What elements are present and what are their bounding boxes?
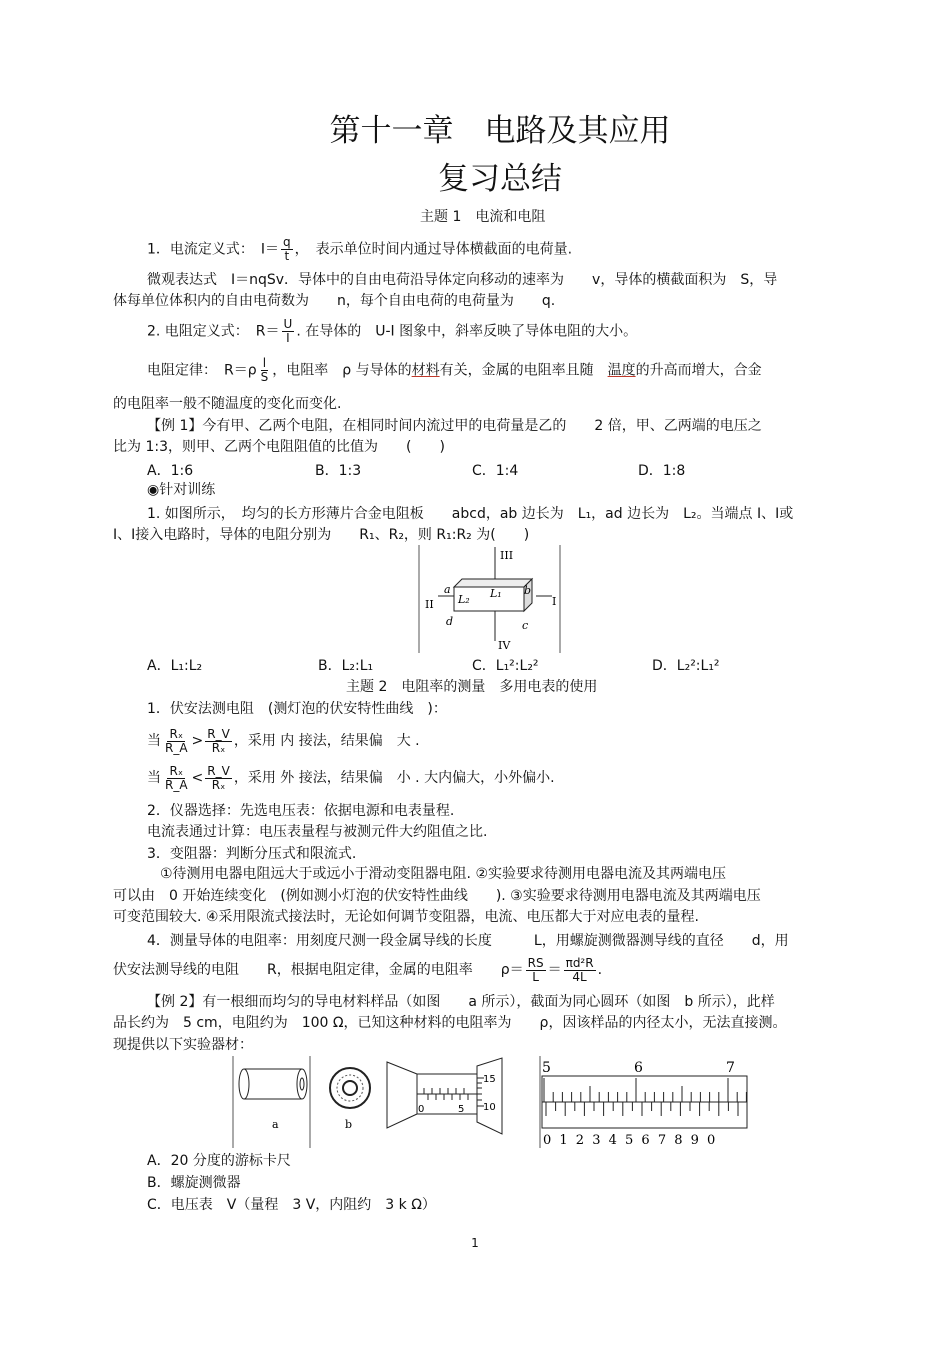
training1-option-d: D．L₂²:L₁² <box>652 658 720 674</box>
example1-line1: 【例 1】今有甲、乙两个电阻，在相同时间内流过甲的电荷量是乙的 2 倍，甲、乙两端的电压之 <box>147 418 762 434</box>
line-micro-1: 微观表达式 I＝nqSv．导体中的自由电荷沿导体定向移动的速率为 v，导体的横截面积为 S，导 <box>147 272 778 288</box>
training1-line2: Ⅰ、Ⅰ接入电路时，导体的电阻分别为 R₁、R₂，则 R₁:R₂ 为( ) <box>113 527 530 543</box>
page-title: 第十一章 电路及其应用 <box>329 113 671 149</box>
example2-line2: 品长约为 5 cm，电阻约为 100 Ω，已知这种材料的电阻率为 ρ，因该样品的内径太小，无法直接测。 <box>113 1015 787 1031</box>
example2-line3: 现提供以下实验器材： <box>113 1037 253 1053</box>
micrometer-label-10: 10 <box>483 1102 496 1113</box>
example1-line2: 比为 1:3，则甲、乙两个电阻阻值的比值为 ( ) <box>113 439 445 455</box>
fig1-label-III: III <box>500 549 514 562</box>
vernier-caliper-reading <box>540 1056 747 1148</box>
vernier-bottom-scale: 0 1 2 3 4 5 6 7 8 9 0 <box>543 1133 718 1148</box>
training1-option-c: C．L₁²:L₂² <box>472 658 539 674</box>
page-subtitle: 复习总结 <box>438 161 562 197</box>
method-resistivity-formula: 伏安法测导线的电阻 R，根据电阻定律，金属的电阻率 ρ＝ $\frac{RS}{L}$ ＝ $\frac{\text{πd²R}}{4L}$ . <box>113 955 603 984</box>
fig1-label-c: c <box>522 619 529 632</box>
method-line7: ①待测用电器电阻远大于或远小于滑动变阻器电阻. ②实验要求待测用电器电流及其两端电压 <box>160 866 726 882</box>
line-resistance-law: 电阻定律： R＝ρ $\frac{l}{S}$ ，电阻率 ρ 与导体的材料有关，金属的电阻率且随 温度的升高而增大，合金 <box>147 356 762 384</box>
method-line9: 可变范围较大. ④采用限流式接法时，无论如何调节变阻器，电流、电压都大于对应电表的量程. <box>113 909 699 925</box>
training-heading: ◉针对训练 <box>147 482 216 498</box>
method-line10: 4．测量导体的电阻率：用刻度尺测一段金属导线的长度 L，用螺旋测微器测导线的直径 d，用 <box>147 933 789 949</box>
example2-option-b: B．螺旋测微器 <box>147 1175 241 1191</box>
fig1-label-II: II <box>425 598 434 611</box>
method-line1: 1．伏安法测电阻 (测灯泡的伏安特性曲线 )： <box>147 701 447 717</box>
example1-option-c: C．1:4 <box>472 463 519 479</box>
training1-option-a: A．L₁:L₂ <box>147 658 203 674</box>
method-line8: 可以由 0 开始连续变化 (例如测小灯泡的伏安特性曲线 ). ③实验要求待测用电器电流及其两端电压 <box>113 888 761 904</box>
line-resistivity-alloy: 的电阻率一般不随温度的变化而变化. <box>113 396 342 412</box>
micrometer-label-0: 0 <box>418 1104 425 1115</box>
method-line5: 电流表通过计算：电压表量程与被测元件大约阻值之比. <box>147 824 488 840</box>
example1-option-b: B．1:3 <box>315 463 362 479</box>
example2-option-a: A．20 分度的游标卡尺 <box>147 1153 291 1169</box>
topic2-heading: 主题 2 电阻率的测量 多用电表的使用 <box>346 679 598 695</box>
sample-and-instruments-figure <box>232 1056 748 1148</box>
example1-option-d: D．1:8 <box>638 463 686 479</box>
line-resistance-def: 2. 电阻定义式： R＝ $\frac{U}{I}$ . 在导体的 U-I 图象中，斜率反映了导体电阻的大小。 <box>147 317 638 345</box>
line-current-def: 1．电流定义式： I＝ $\frac{q}{t}$ ， 表示单位时间内通过导体横截面的电荷量. <box>147 235 573 263</box>
training1-line1: 1. 如图所示， 均匀的长方形薄片合金电阻板 abcd，ab 边长为 L₁，ad 边长为 L₂。当端点 Ⅰ、Ⅰ或 <box>147 506 794 522</box>
fig2-label-b: b <box>345 1118 353 1131</box>
vernier-top-7: 7 <box>726 1060 735 1076</box>
fig1-label-a: a <box>444 583 451 596</box>
method-line6: 3．变阻器：判断分压式和限流式. <box>147 846 357 862</box>
method-outer-condition: 当 $\frac{\text{Rₓ}}{R\_A}$ < $\frac{R\_V}{\text{Rₓ}}$ ，采用 外 接法，结果偏 小 . 大内偏大，小外偏小. <box>147 763 555 792</box>
vernier-top-5: 5 <box>542 1060 551 1076</box>
example2-option-c: C．电压表 V（量程 3 V，内阻约 3 k Ω） <box>147 1197 436 1213</box>
micrometer-reading <box>387 1058 502 1134</box>
fig1-label-I: I <box>552 595 557 608</box>
fig2-label-a: a <box>272 1118 279 1131</box>
example2-line1: 【例 2】有一根细而均匀的导电材料样品（如图 a 所示），截面为同心圆环（如图 b 所示），此样 <box>147 994 775 1010</box>
line-micro-2: 体每单位体积内的自由电荷数为 n，每个自由电荷的电荷量为 q. <box>113 293 556 309</box>
example1-option-a: A．1:6 <box>147 463 194 479</box>
fig1-label-d: d <box>446 615 454 628</box>
fig1-label-L1: L₁ <box>490 587 502 600</box>
topic1-heading: 主题 1 电流和电阻 <box>420 209 546 225</box>
micrometer-label-15: 15 <box>483 1074 496 1085</box>
method-inner-condition: 当 $\frac{\text{Rₓ}}{R\_A}$ > $\frac{R\_V}{\text{Rₓ}}$ ，采用 内 接法，结果偏 大 . <box>147 726 420 755</box>
fig1-label-L2: L₂ <box>458 593 470 606</box>
training1-option-b: B．L₂:L₁ <box>318 658 374 674</box>
resistor-plate-figure <box>418 545 563 653</box>
page-number: 1 <box>471 1236 479 1250</box>
vernier-top-6: 6 <box>634 1060 643 1076</box>
micrometer-label-5: 5 <box>458 1104 465 1115</box>
fig1-label-b: b <box>524 584 532 597</box>
fig1-label-IV: IV <box>498 639 511 652</box>
method-line4: 2．仪器选择：先选电压表：依据电源和电表量程. <box>147 803 455 819</box>
